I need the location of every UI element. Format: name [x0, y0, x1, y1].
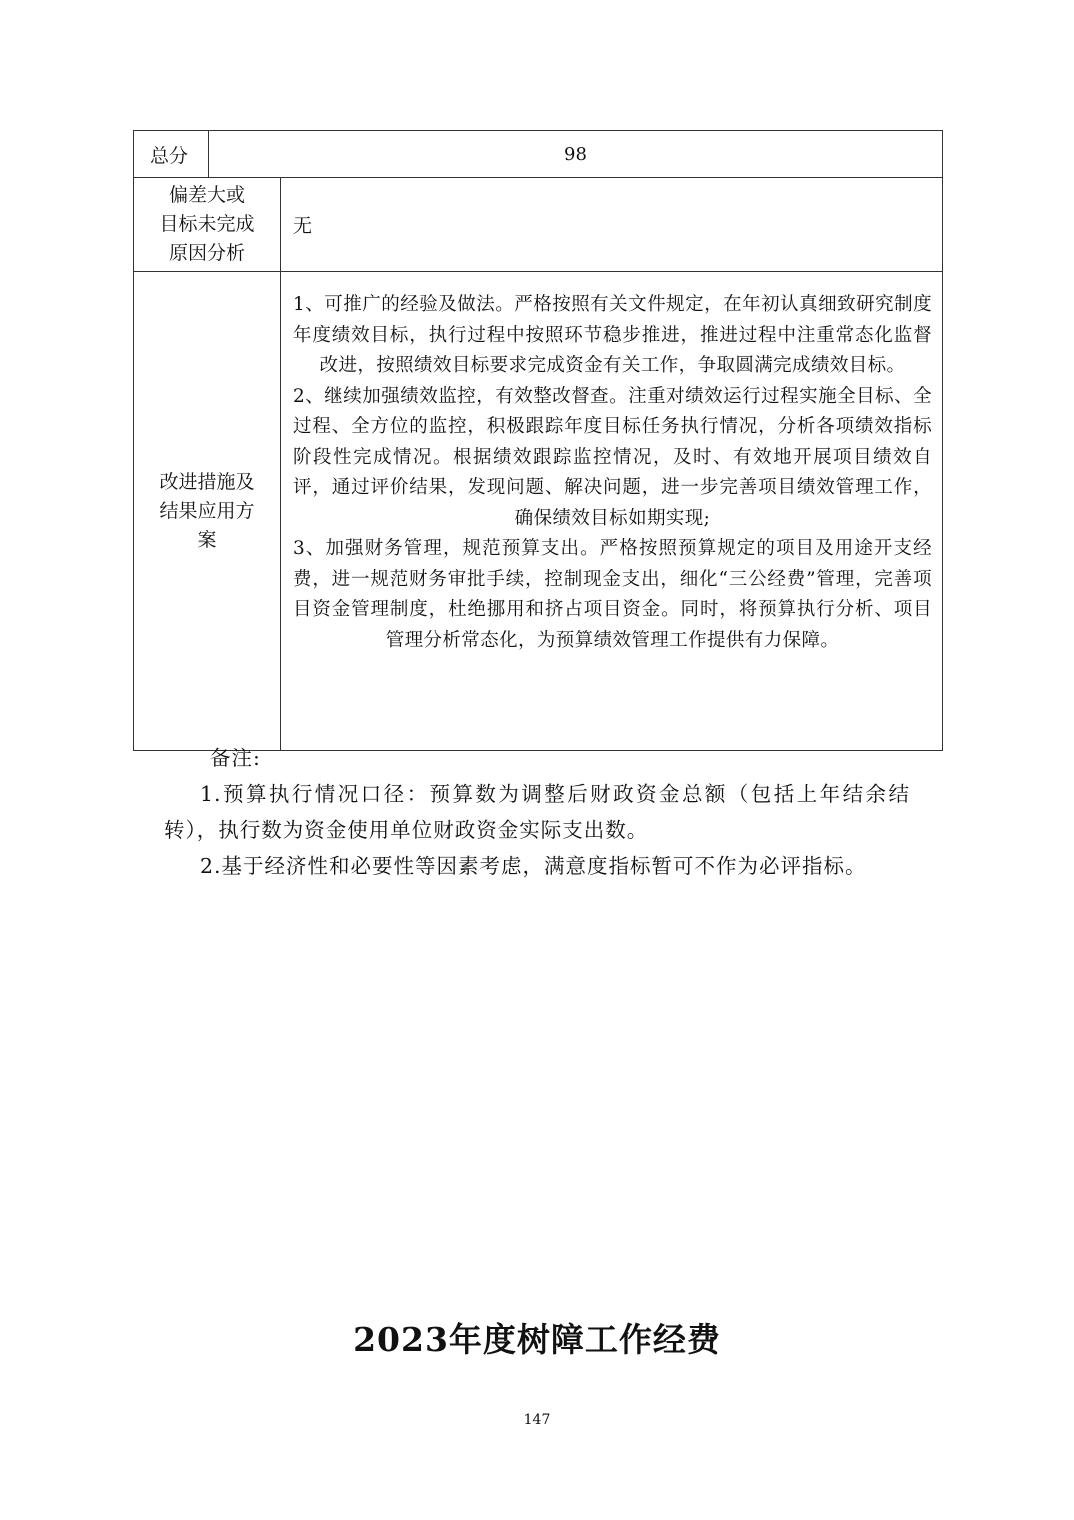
evaluation-table [133, 130, 943, 751]
total-score-value: 98 [209, 131, 943, 178]
deviation-label [134, 178, 281, 272]
improvement-label-line: 改进措施及 [159, 470, 255, 493]
section-heading: 2023年度树障工作经费 [353, 1320, 721, 1359]
total-score-row [134, 131, 943, 178]
improvement-row [134, 272, 943, 751]
note-item: 2.基于经济性和必要性等因素考虑，满意度指标暂可不作为必评指标。 [200, 854, 867, 878]
notes-section [164, 740, 910, 884]
improvement-label [134, 272, 281, 751]
improvement-paragraph: 3、加强财务管理，规范预算支出。严格按照预算规定的项目及用途开支经费，进一规范财务审批手续，控制现金支出，细化“三公经费”管理，完善项目资金管理制度，杜绝挪用和挤占项目资金。同时，将预算执行分析、项目管理分析常态化，为预算绩效管理工作提供有力保障。 [293, 538, 932, 651]
notes-title: 备注: [210, 746, 261, 770]
note-item: 1.预算执行情况口径：预算数为调整后财政资金总额（包括上年结余结转），执行数为资金使用单位财政资金实际支出数。 [164, 782, 910, 842]
deviation-label-line: 目标未完成 [159, 213, 255, 235]
improvement-content [281, 272, 943, 751]
deviation-label-line: 原因分析 [168, 242, 245, 264]
total-score-label: 总分 [134, 131, 209, 178]
improvement-paragraph: 2、继续加强绩效监控，有效整改督查。注重对绩效运行过程实施全目标、全过程、全方位的监控，积极跟踪年度目标任务执行情况，分析各项绩效指标阶段性完成情况。根据绩效跟踪监控情况，及时、有效地开展项目绩效自评，通过评价结果，发现问题、解决问题，进一步完善项目绩效管理工作，确保绩效目标如期实现; [293, 385, 932, 529]
deviation-value: 无 [281, 178, 943, 272]
improvement-paragraph: 1、可推广的经验及做法。严格按照有关文件规定，在年初认真细致研究制度年度绩效目标，执行过程中按照环节稳步推进，推进过程中注重常态化监督改进，按照绩效目标要求完成资金有关工作，争取圆满完成绩效目标。 [293, 294, 932, 376]
improvement-label-line: 结果应用方 [159, 499, 255, 522]
deviation-label-line: 偏差大或 [168, 184, 245, 206]
improvement-label-line: 案 [197, 528, 217, 551]
deviation-row [134, 178, 943, 272]
page-number: 147 [523, 1412, 551, 1428]
